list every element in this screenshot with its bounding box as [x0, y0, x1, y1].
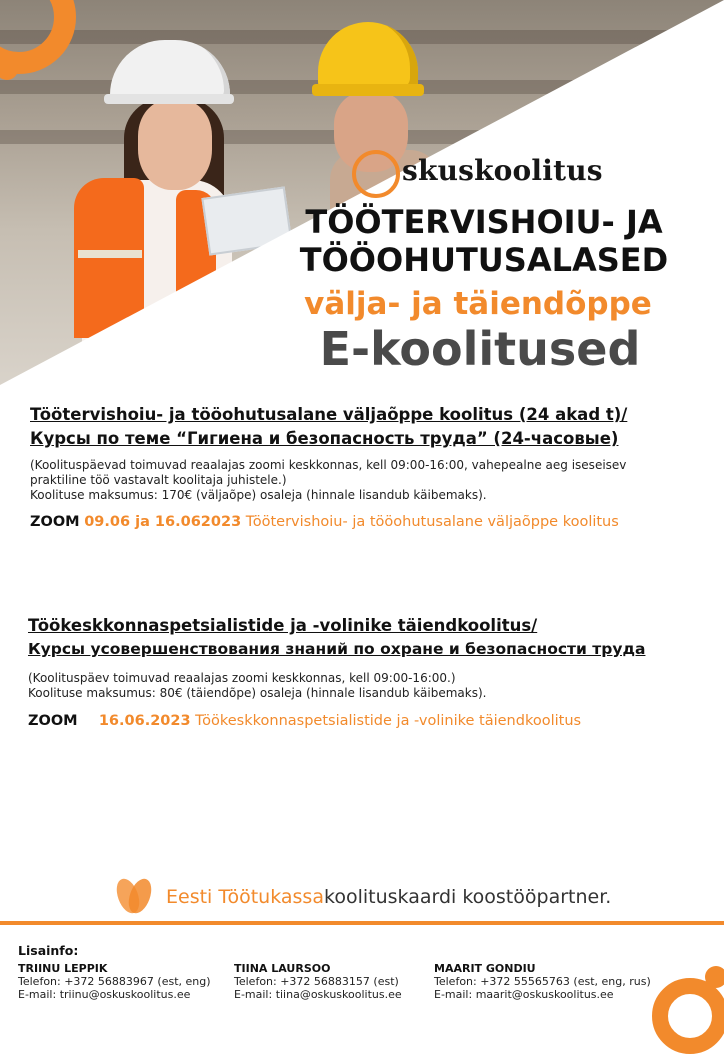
contact-name: TIINA LAURSOO [234, 962, 331, 975]
contact-card [18, 962, 211, 1001]
contact-phone[interactable]: Telefon: +372 56883157 (est) [234, 975, 399, 988]
headline-grey: E-koolitused [319, 322, 641, 376]
course-2-zoom-line [28, 713, 581, 729]
course-1-note-2: praktiline töö vastavalt koolitaja juhistele.) [30, 473, 287, 487]
contact-card [234, 962, 402, 1001]
course-2-note-1: (Koolituspäev toimuvad reaalajas zoomi keskkonnas, kell 09:00-16:00.) [28, 671, 456, 685]
contact-card [434, 962, 651, 1001]
course-2-title-et: Töökeskkonnaspetsialistide ja -volinike täiendkoolitus/ [28, 616, 538, 635]
course-2-zoom-desc: Töökeskkonnaspetsialistide ja -volinike täiendkoolitus [195, 713, 582, 729]
zoom-label: ZOOM [30, 514, 80, 530]
contact-email[interactable]: E-mail: maarit@oskuskoolitus.ee [434, 988, 614, 1001]
course-1-zoom-line [30, 514, 619, 530]
contact-email[interactable]: E-mail: triinu@oskuskoolitus.ee [18, 988, 191, 1001]
course-1-zoom-date: 09.06 ja 16.062023 [84, 514, 242, 530]
brand-name: skuskoolitus [402, 154, 603, 187]
hero-banner [0, 0, 724, 385]
course-1-title-et: Töötervishoiu- ja tööohutusalane väljaõppe koolitus (24 akad t)/ [30, 405, 628, 424]
course-2-price: Koolituse maksumus: 80€ (täiendõpe) osaleja (hinnale lisandub käibemaks). [28, 686, 487, 700]
partner-name: Eesti Töötukassa [166, 886, 324, 908]
course-1-zoom-desc: Töötervishoiu- ja tööohutusalane väljaõppe koolitus [245, 514, 619, 530]
orange-divider [0, 921, 724, 925]
partner-tagline: koolituskaardi koostööpartner. [324, 886, 612, 908]
contact-phone[interactable]: Telefon: +372 55565763 (est, eng, rus) [434, 975, 651, 988]
headline-line-1: TÖÖTERVISHOIU- JA [305, 203, 663, 241]
course-1-title-ru: Курсы по теме “Гигиена и безопасность труда” (24-часовые) [30, 429, 619, 448]
tootukassa-logo-icon [112, 876, 156, 916]
headline-line-2: TÖÖOHUTUSALASED [299, 241, 669, 279]
course-1-price: Koolituse maksumus: 170€ (väljaõpe) osaleja (hinnale lisandub käibemaks). [30, 488, 487, 502]
contacts-heading: Lisainfo: [18, 943, 79, 958]
contact-name: TRIINU LEPPIK [18, 962, 108, 975]
headline-orange: välja- ja täiendõppe [304, 286, 652, 322]
partner-banner [112, 876, 632, 916]
orange-ring-decoration [652, 978, 724, 1054]
brand-ring-icon [352, 150, 400, 198]
contact-email[interactable]: E-mail: tiina@oskuskoolitus.ee [234, 988, 402, 1001]
course-1-note-1: (Koolituspäevad toimuvad reaalajas zoomi keskkonnas, kell 09:00-16:00, vahepealne aeg iseseisev [30, 458, 627, 472]
orange-dot-decoration [705, 966, 724, 988]
zoom-label: ZOOM [28, 713, 78, 729]
course-2-zoom-date: 16.06.2023 [98, 713, 191, 729]
contact-name: MAARIT GONDIU [434, 962, 536, 975]
brand-logo [352, 150, 632, 198]
course-2-title-ru: Курсы усовершенствования знаний по охране и безопасности труда [28, 640, 646, 658]
contact-phone[interactable]: Telefon: +372 56883967 (est, eng) [18, 975, 211, 988]
